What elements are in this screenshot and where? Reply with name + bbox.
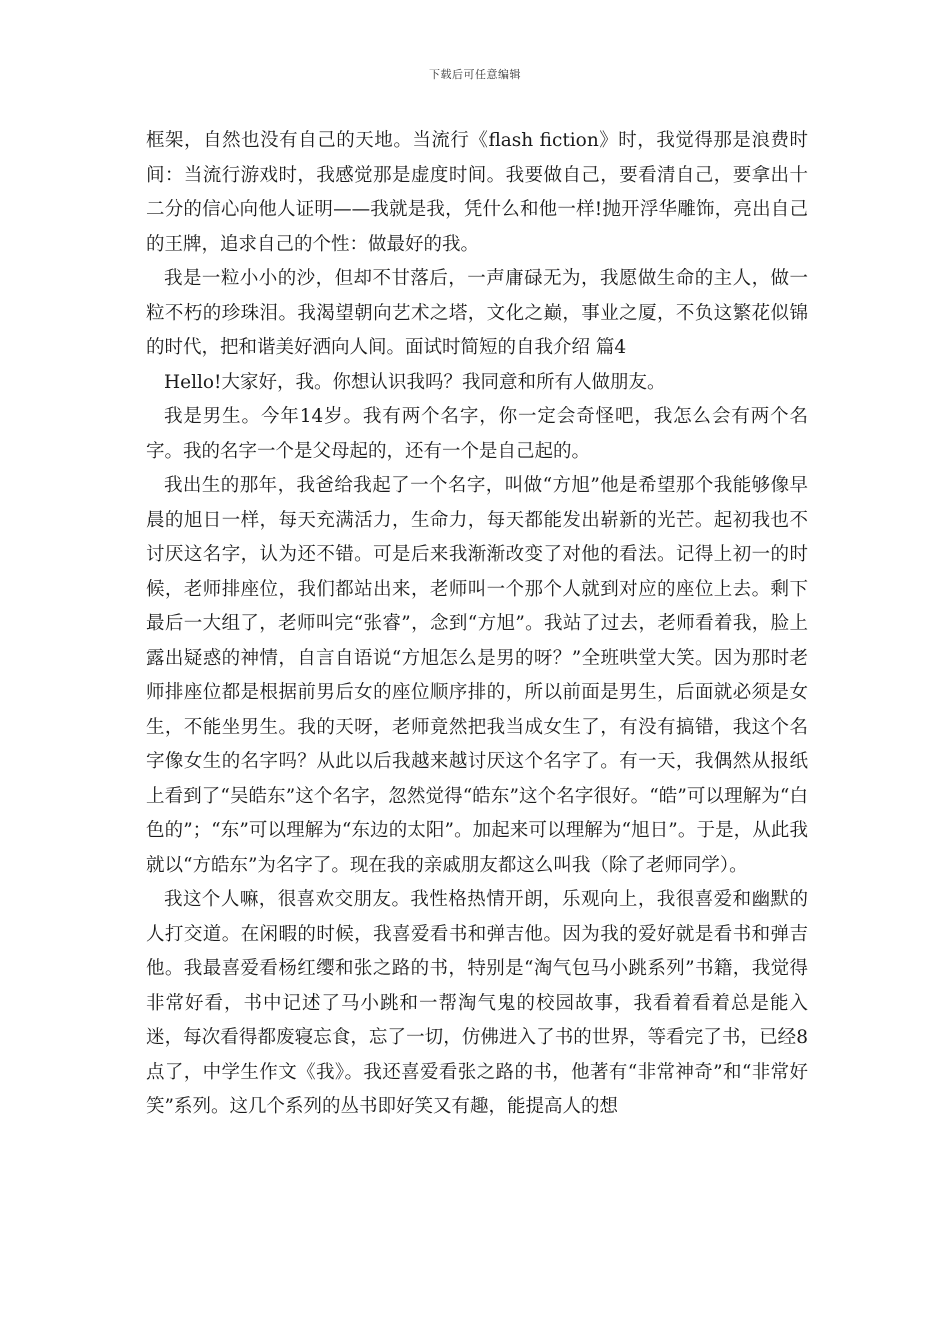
paragraph: 我出生的那年，我爸给我起了一个名字，叫做“方旭”他是希望那个我能够像早晨的旭日一样，每天充满活力，生命力，每天都能发出崭新的光芒。起初我也不讨厌这名字，认为还不错。可是后来我渐渐改变了对他的看法。记得上初一的时候，老师排座位，我们都站出来，老师叫一个那个人就到对应的座位上去。剩下最后一大组了，老师叫完“张睿”，念到“方旭”。我站了过去，老师看着我，脸上露出疑惑的神情，自言自语说“方旭怎么是男的呀？”全班哄堂大笑。因为那时老师排座位都是根据前男后女的座位顺序排的，所以前面是男生，后面就必须是女生，不能坐男生。我的天呀，老师竟然把我当成女生了，有没有搞错，我这个名字像女生的名字吗？从此以后我越来越讨厌这个名字了。有一天，我偶然从报纸上看到了“吴皓东”这个名字，忽然觉得“皓东”这个名字很好。“皓”可以理解为“白色的”；“东”可以理解为“东边的太阳”。加起来可以理解为“旭日”。于是，从此我就以“方皓东”为名字了。现在我的亲戚朋友都这么叫我（除了老师同学）。 bbox=[146, 475, 808, 876]
paragraph: 我是男生。今年14岁。我有两个名字，你一定会奇怪吧，我怎么会有两个名字。我的名字一个是父母起的，还有一个是自己起的。 bbox=[146, 406, 808, 462]
paragraph: 我是一粒小小的沙，但却不甘落后，一声庸碌无为，我愿做生命的主人，做一粒不朽的珍珠泪。我渴望朝向艺术之塔，文化之巅，事业之厦，不负这繁花似锦的时代，把和谐美好洒向人间。面试时简短的自我介绍 篇4 bbox=[146, 268, 808, 358]
paragraph: 我这个人嘛，很喜欢交朋友。我性格热情开朗，乐观向上，我很喜爱和幽默的人打交道。在闲暇的时候，我喜爱看书和弹吉他。因为我的爱好就是看书和弹吉他。我最喜爱看杨红缨和张之路的书，特别是“淘气包马小跳系列”书籍，我觉得非常好看，书中记述了马小跳和一帮淘气鬼的校园故事，我看着看着总是能入迷，每次看得都废寝忘食，忘了一切，仿佛进入了书的世界，等看完了书，已经8点了，中学生作文《我》。我还喜爱看张之路的书，他著有“非常神奇”和“非常好笑”系列。这几个系列的丛书即好笑又有趣，能提高人的想 bbox=[146, 889, 808, 1117]
paragraph: 框架，自然也没有自己的天地。当流行《flash fiction》时，我觉得那是浪费时间：当流行游戏时，我感觉那是虚度时间。我要做自己，要看清自己，要拿出十二分的信心向他人证明——我就是我，凭什么和他一样!抛开浮华雕饰，亮出自己的王牌，追求自己的个性：做最好的我。 bbox=[146, 130, 808, 255]
page-header: 下载后可任意编辑 bbox=[429, 68, 521, 81]
paragraph: Hello!大家好，我。你想认识我吗？我同意和所有人做朋友。 bbox=[164, 371, 666, 393]
document-body bbox=[146, 124, 808, 1125]
